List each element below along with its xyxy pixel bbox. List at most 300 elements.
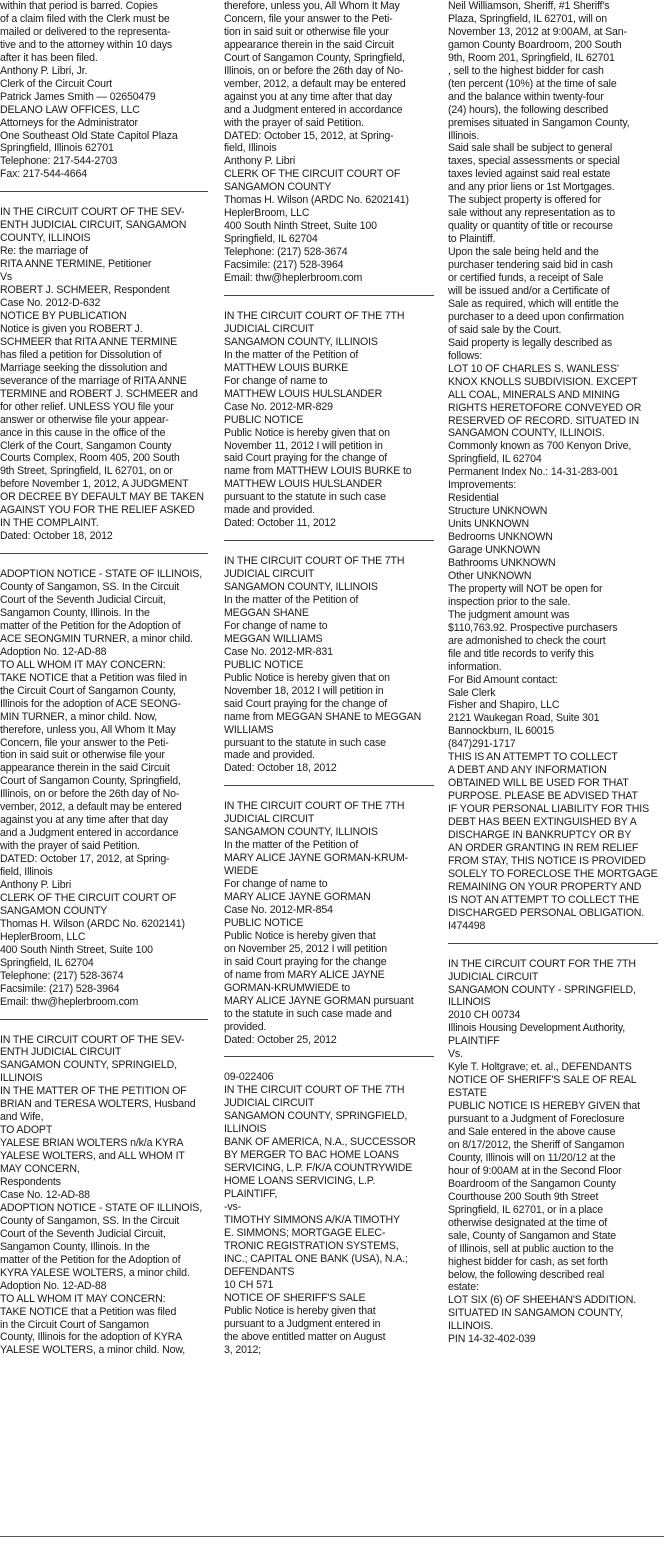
notice-line: Sale as required, which will entitle the — [448, 297, 619, 310]
notice-line: ILLINOIS — [224, 1123, 267, 1136]
notice-line: Facsimile: (217) 528-3964 — [0, 982, 120, 995]
notice-line: Sale Clerk — [448, 686, 496, 699]
notice-sheriff-sale-holtgrave — [448, 958, 658, 1347]
notice-sheriff-sale-simmons-continued — [448, 0, 658, 933]
notice-divider — [448, 943, 658, 944]
notice-line: YALESE WOLTERS, and ALL WHOM IT — [0, 1150, 185, 1163]
notice-line: JUDICIAL CIRCUIT — [448, 970, 539, 983]
notice-line: Adoption No. 12-AD-88 — [0, 645, 107, 658]
notice-line: Thomas H. Wilson (ARDC No. 6202141) — [0, 917, 185, 930]
notice-line: ance in this cause in the office of the — [0, 426, 166, 439]
notice-line: November 18, 2012 I will petition in — [224, 684, 384, 697]
notice-line: YALESE BRIAN WOLTERS n/k/a KYRA — [0, 1137, 184, 1150]
notice-line: County, Illinois will on 11/20/12 at the — [448, 1151, 616, 1164]
notice-line: SITUATED IN SANGAMON COUNTY, — [448, 1307, 623, 1320]
notice-line: November 11, 2012 I will petition in — [224, 439, 383, 452]
notice-line: Plaza, Springfield, IL 62701, will on — [448, 12, 607, 25]
notice-line: SANGAMON COUNTY - SPRINGFIELD, — [448, 983, 636, 996]
notice-line: quality or quantity of title or recourse — [448, 220, 613, 233]
notice-line: Said sale shall be subject to general — [448, 142, 613, 155]
notice-line: Court of Sangamon County, Springfield, — [0, 775, 181, 788]
notice-line: Bannockburn, IL 60015 — [448, 725, 555, 738]
notice-line: For change of name to — [224, 619, 328, 632]
notice-line: Neil Williamson, Sheriff, #1 Sheriff's — [448, 0, 610, 12]
notice-line: Springfield, IL 62704 — [224, 233, 318, 246]
notice-line: MARY ALICE JAYNE GORMAN pursuant — [224, 994, 414, 1007]
notice-line: HeplerBroom, LLC — [224, 207, 310, 220]
notice-line: Notice is given you ROBERT J. — [0, 322, 143, 335]
notice-line: taxes, special assessments or special — [448, 155, 620, 168]
notice-line: PUBLIC NOTICE — [224, 413, 304, 426]
notice-line: DISCHARGED PERSONAL OBLIGATION. — [448, 906, 645, 919]
notice-line: TO ADOPT — [0, 1124, 53, 1137]
notice-line: ILLINOIS. — [448, 1320, 494, 1333]
notice-line: tion in said suit or otherwise file your — [224, 25, 389, 38]
notice-line: PUBLIC NOTICE — [224, 916, 304, 929]
notice-line: Springfield, IL 62701, or in a place — [448, 1203, 603, 1216]
notice-line: $110,763.92. Prospective purchasers — [448, 621, 618, 634]
notice-line: of said sale by the Court. — [448, 323, 562, 336]
page-bottom-rule — [0, 1536, 664, 1537]
notice-line: IS NOT AN ATTEMPT TO COLLECT THE — [448, 893, 640, 906]
notice-line: ROBERT J. SCHMEER, Respondent — [0, 284, 170, 297]
notice-line: therefore, unless you, All Whom It May — [0, 723, 176, 736]
notice-line: Public Notice is hereby given that on — [224, 671, 390, 684]
notice-line: One Southeast Old State Capitol Plaza — [0, 129, 178, 142]
notice-line: ACE SEONGMIN TURNER, a minor child. — [0, 632, 193, 645]
notice-line: SERVICING, L.P. F/K/A COUNTRYWIDE — [224, 1162, 413, 1175]
notice-line: I474498 — [448, 919, 486, 932]
notice-line: DATED: October 15, 2012, at Spring- — [224, 129, 394, 142]
notice-line: MATTHEW LOUIS HULSLANDER — [224, 387, 383, 400]
notice-line: follows: — [448, 349, 483, 362]
notice-line: DISCHARGE IN BANKRUPTCY OR BY — [448, 829, 632, 841]
notice-line: Case No. 2012-D-632 — [0, 297, 101, 310]
notice-line: BY MERGER TO BAC HOME LOANS — [224, 1149, 399, 1162]
notice-line: gamon County Boardroom, 200 South — [448, 38, 622, 51]
notice-line: INC.; CAPITAL ONE BANK (USA), N.A.; — [224, 1252, 408, 1265]
notice-line: Upon the sale being held and the — [448, 246, 599, 259]
notice-line: THIS IS AN ATTEMPT TO COLLECT — [448, 751, 618, 764]
notice-line: Fax: 217-544-4664 — [0, 168, 87, 181]
notice-line: after it has been filed. — [0, 51, 98, 64]
notice-line: Said property is legally described as — [448, 336, 613, 349]
notice-line: and Wife, — [0, 1111, 44, 1124]
notice-line: DEBT HAS BEEN EXTINGUISHED BY A — [448, 816, 637, 829]
notice-line: therefore, unless you, All Whom It May — [224, 0, 400, 12]
notice-line: Springfield, IL 62704 — [448, 453, 542, 466]
notice-name-change-burke — [224, 310, 434, 530]
notice-line: , sell to the highest bidder for cash — [448, 64, 604, 77]
notice-line: Sangamon County, Illinois. In the — [0, 606, 150, 619]
notice-line: JUDICIAL CIRCUIT — [224, 322, 315, 335]
notice-line: with the prayer of said Petition. — [0, 840, 140, 853]
notice-line: Sangamon County, Illinois. In the — [0, 1240, 150, 1253]
notice-estate-claim-tail — [0, 0, 208, 181]
notice-line: 400 South Ninth Street, Suite 100 — [0, 943, 153, 956]
notice-line: 09-022406 — [224, 1071, 274, 1084]
notice-line: will be issued and/or a Certificate of — [448, 284, 610, 297]
notice-line: AGAINST YOU FOR THE RELIEF ASKED — [0, 504, 195, 517]
notice-line: 10 CH 571 — [224, 1278, 274, 1291]
notice-line: TIMOTHY SIMMONS A/K/A TIMOTHY — [224, 1213, 400, 1226]
notice-line: for other relief. UNLESS YOU file your — [0, 400, 174, 413]
notice-line: IN THE CIRCUIT COURT OF THE 7TH — [224, 555, 405, 568]
notice-line: County, Illinois for the adoption of KYRA — [0, 1331, 183, 1344]
notice-adoption-turner — [0, 568, 208, 1008]
notice-line: appearance therein in the said Circuit — [0, 762, 170, 775]
notice-line: MATTHEW LOUIS BURKE — [224, 361, 349, 374]
notice-line: NOTICE OF SHERIFF'S SALE OF REAL — [448, 1074, 637, 1087]
notice-line: field, Illinois — [0, 866, 53, 879]
notice-line: RIGHTS HERETOFORE CONVEYED OR — [448, 401, 642, 414]
notice-line: sale, County of Sangamon and State — [448, 1229, 617, 1242]
notice-line: AN ORDER GRANTING IN REM RELIEF — [448, 841, 639, 854]
notice-line: inspection prior to the sale. — [448, 595, 571, 608]
notice-line: severance of the marriage of RITA ANNE — [0, 374, 187, 387]
notice-line: YALESE WOLTERS, a minor child. Now, — [0, 1344, 186, 1357]
notice-line: November 13, 2012 at 9:00AM, at San- — [448, 25, 627, 38]
notice-line: Dated: October 11, 2012 — [224, 517, 336, 530]
notice-line: Re: the marriage of — [0, 245, 88, 258]
notice-line: TRONIC REGISTRATION SYSTEMS, — [224, 1239, 399, 1252]
notice-line: 2121 Waukegan Road, Suite 301 — [448, 712, 600, 725]
notice-line: COUNTY, ILLINOIS — [0, 232, 91, 245]
notice-line: below, the following described real — [448, 1268, 605, 1281]
notice-divider — [0, 1019, 208, 1020]
notice-line: The judgment amount was — [448, 608, 570, 621]
notice-line: CLERK OF THE CIRCUIT COURT OF — [224, 168, 401, 181]
notice-line: SANGAMON COUNTY, ILLINOIS — [224, 826, 378, 839]
notice-line: hour of 9:00AM at in the Second Floor — [448, 1164, 622, 1177]
notice-divider — [224, 1056, 434, 1057]
notice-line: ENTH JUDICIAL CIRCUIT, SANGAMON — [0, 219, 187, 232]
notice-line: in the Circuit Court of Sangamon — [0, 1318, 149, 1331]
notice-line: Permanent Index No.: 14-31-283-001 — [448, 466, 619, 479]
notice-line: Telephone: 217-544-2703 — [0, 155, 118, 168]
notice-line: matter of the Petition for the Adoption of — [0, 1253, 181, 1266]
notice-line: 9th, Room 201, Springfield, IL 62701 — [448, 51, 615, 64]
notice-line: Public Notice is hereby given that — [224, 929, 376, 942]
notice-line: matter of the Petition for the Adoption of — [0, 619, 181, 632]
notice-line: ILLINOIS — [0, 1072, 43, 1085]
notice-line: BANK OF AMERICA, N.A., SUCCESSOR — [224, 1136, 416, 1149]
notice-line: Illinois Housing Development Authority, — [448, 1022, 626, 1035]
notice-line: within that period is barred. Copies — [0, 0, 158, 12]
notice-line: premises situated in Sangamon County, — [448, 116, 630, 129]
notice-line: Vs. — [448, 1048, 463, 1061]
notice-line: Boardroom of the Sangamon County — [448, 1177, 616, 1190]
notice-line: SCHMEER that RITA ANNE TERMINE — [0, 335, 178, 348]
notice-line: DATED: October 17, 2012, at Spring- — [0, 853, 170, 866]
notice-line: E. SIMMONS; MORTGAGE ELEC- — [224, 1226, 386, 1239]
notice-line: Vs — [0, 271, 13, 284]
notice-line: otherwise designated at the time of — [448, 1216, 608, 1229]
notice-line: on 8/17/2012, the Sheriff of Sangamon — [448, 1138, 625, 1151]
notice-line: Facsimile: (217) 528-3964 — [224, 259, 344, 272]
notice-line: 400 South Ninth Street, Suite 100 — [224, 220, 377, 233]
notice-line: -vs- — [224, 1201, 242, 1214]
notice-line: to Plaintiff. — [448, 233, 496, 246]
notice-line: KYRA YALESE WOLTERS, a minor child. — [0, 1266, 190, 1279]
notice-line: Case No. 2012-MR-854 — [224, 904, 333, 916]
notice-line: in said Court praying for the change — [224, 955, 387, 968]
notice-line: the Circuit Court of Sangamon County, — [0, 684, 176, 697]
notice-line: MARY ALICE JAYNE GORMAN-KRUM- — [224, 852, 409, 865]
notice-line: Illinois, on or before the 26th day of No- — [0, 788, 180, 801]
notice-line: (24) hours), the following described — [448, 103, 609, 116]
notice-line: highest bidder for cash, as set forth — [448, 1255, 608, 1268]
notice-line: Garage UNKNOWN — [448, 544, 541, 557]
notice-line: before November 1, 2012, A JUDGMENT — [0, 478, 189, 491]
notice-line: SANGAMON COUNTY, SPRINGIELD, — [0, 1059, 177, 1072]
notice-line: Structure UNKNOWN — [448, 505, 548, 518]
notice-line: Case No. 2012-MR-831 — [224, 645, 333, 658]
notice-line: on November 25, 2012 I will petition — [224, 942, 388, 955]
notice-line: Court of Sangamon County, Springfield, — [224, 51, 405, 64]
notice-line: MEGGAN WILLIAMS — [224, 632, 323, 645]
notice-line: PURPOSE. PLEASE BE ADVISED THAT — [448, 790, 638, 803]
notice-line: pursuant to a Judgment of Foreclosure — [448, 1113, 625, 1126]
notice-line: file and title records to verify this — [448, 647, 594, 660]
notice-line: 3, 2012; — [224, 1343, 262, 1356]
notice-line: Springfield, Illinois 62701 — [0, 142, 114, 155]
notice-line: Springfield, IL 62704 — [0, 956, 94, 969]
notice-line: TAKE NOTICE that a Petition was filed in — [0, 671, 187, 684]
notice-line: PUBLIC NOTICE — [224, 658, 304, 671]
notice-line: Case No. 2012-MR-829 — [224, 400, 333, 413]
column-3 — [448, 0, 658, 1525]
notice-line: and any prior liens or 1st Mortgages. — [448, 181, 615, 194]
notice-line: SANGAMON COUNTY — [0, 904, 108, 917]
notice-line: vember, 2012, a default may be entered — [224, 77, 406, 90]
notice-line: tive and to the attorney within 10 days — [0, 38, 172, 51]
notice-line: LOT 10 OF CHARLES S. WANLESS' — [448, 362, 619, 375]
notice-line: GORMAN-KRUMWIEDE to — [224, 981, 351, 994]
notice-line: FROM STAY, THIS NOTICE IS PROVIDED — [448, 854, 646, 867]
notice-line: made and provided. — [224, 749, 315, 762]
notice-line: and the balance within twenty-four — [448, 90, 604, 103]
notice-line: NOTICE BY PUBLICATION — [0, 309, 127, 322]
notice-line: Anthony P. Libri, Jr. — [0, 64, 88, 77]
notice-divider — [224, 295, 434, 296]
notice-line: County of Sangamon, SS. In the Circuit — [0, 581, 180, 594]
notice-line: Courts Complex, Room 405, 200 South — [0, 452, 180, 465]
notice-line: information. — [448, 660, 502, 673]
notice-line: CLERK OF THE CIRCUIT COURT OF — [0, 891, 177, 904]
notice-line: BRIAN and TERESA WOLTERS, Husband — [0, 1098, 196, 1111]
notice-line: and Sale entered in the above cause — [448, 1126, 616, 1139]
notice-divider — [0, 191, 208, 192]
notice-line: IN THE MATTER OF THE PETITION OF — [0, 1085, 187, 1098]
notice-line: The subject property is offered for — [448, 194, 601, 207]
notice-line: RESERVED OF RECORD. SITUATED IN — [448, 414, 639, 427]
notice-line: Marriage seeking the dissolution and — [0, 361, 168, 374]
notice-adoption-wolters — [0, 1034, 208, 1358]
notice-line: SANGAMON COUNTY — [224, 181, 332, 194]
notice-line: Courthouse 200 South 9th Street — [448, 1190, 599, 1203]
notice-line: HeplerBroom, LLC — [0, 930, 86, 943]
notice-line: pursuant to the statute in such case — [224, 736, 386, 749]
notice-line: of a claim filed with the Clerk must be — [0, 12, 170, 25]
notice-line: LOT SIX (6) OF SHEEHAN'S ADDITION. — [448, 1294, 637, 1307]
notice-line: against you at any time after that day — [0, 814, 169, 827]
notice-line: IN THE CIRCUIT COURT OF THE SEV- — [0, 1033, 185, 1046]
notice-line: Illinois, on or before the 26th day of No- — [224, 64, 404, 77]
notice-line: pursuant to the statute in such case — [224, 491, 386, 504]
notice-line: Illinois. — [448, 129, 480, 142]
notice-line: 2010 CH 00734 — [448, 1009, 521, 1022]
notice-dissolution-termine-schmeer — [0, 206, 208, 543]
notice-line: Attorneys for the Administrator — [0, 116, 138, 129]
notice-line: HOME LOANS SERVICING, L.P. — [224, 1175, 376, 1188]
notice-line: IN THE CIRCUIT COURT FOR THE 7TH — [448, 957, 636, 970]
notice-divider — [224, 540, 434, 541]
notice-line: Other UNKNOWN — [448, 569, 532, 582]
notice-line: and a Judgment entered in accordance — [224, 103, 403, 116]
notice-line: field, Illinois — [224, 142, 277, 155]
notice-line: Thomas H. Wilson (ARDC No. 6202141) — [224, 194, 409, 207]
notice-line: provided. — [224, 1020, 267, 1033]
notice-line: SANGAMON COUNTY, ILLINOIS — [224, 581, 378, 594]
notice-line: WILLIAMS — [224, 723, 274, 736]
notice-line: Clerk of the Court, Sangamon County — [0, 439, 172, 452]
notice-line: JUDICIAL CIRCUIT — [224, 1097, 315, 1110]
notice-line: of name from MARY ALICE JAYNE — [224, 968, 385, 981]
notice-line: In the matter of the Petition of — [224, 594, 359, 607]
notice-line: Public Notice is hereby given that on — [224, 426, 390, 439]
notice-line: DEFENDANTS — [224, 1265, 295, 1278]
notice-line: ILLINOIS — [448, 996, 491, 1009]
notice-line: Dated: October 18, 2012 — [0, 530, 113, 543]
notice-line: Public Notice is hereby given that — [224, 1304, 376, 1317]
notice-line: Anthony P. Libri — [0, 879, 72, 891]
notice-line: are admonished to check the court — [448, 634, 606, 647]
notice-line: A DEBT AND ANY INFORMATION — [448, 764, 607, 777]
notice-line: For Bid Amount contact: — [448, 673, 558, 686]
notice-line: PLAINTIFF, — [224, 1188, 278, 1201]
notice-line: Respondents — [0, 1176, 61, 1189]
notice-line: Court of the Seventh Judicial Circuit, — [0, 594, 166, 607]
notice-line: OBTAINED WILL BE USED FOR THAT — [448, 777, 629, 790]
notice-sheriff-sale-simmons — [224, 1071, 434, 1356]
notice-divider — [0, 553, 208, 554]
notice-line: sale without any representation as to — [448, 207, 615, 220]
notice-line: answer or otherwise file your appear- — [0, 413, 169, 426]
notice-line: Email: thw@heplerbroom.com — [0, 995, 139, 1008]
notice-line: REMAINING ON YOUR PROPERTY AND — [448, 880, 642, 893]
notice-line: Case No. 12-AD-88 — [0, 1188, 90, 1201]
notice-line: DELANO LAW OFFICES, LLC — [0, 103, 140, 116]
notice-line: Patrick James Smith — 02650479 — [0, 90, 156, 103]
notice-line: Fisher and Shapiro, LLC — [448, 699, 560, 712]
notice-line: estate: — [448, 1281, 479, 1294]
notice-line: has filed a petition for Dissolution of — [0, 348, 162, 361]
notice-line: The property will NOT be open for — [448, 582, 603, 595]
notice-line: taxes levied against said real estate — [448, 168, 611, 181]
notice-line: of Illinois, sell at public auction to the — [448, 1242, 614, 1255]
column-2 — [224, 0, 434, 1525]
notice-line: name from MEGGAN SHANE to MEGGAN — [224, 710, 422, 723]
notice-line: Adoption No. 12-AD-88 — [0, 1279, 107, 1292]
notice-line: Bedrooms UNKNOWN — [448, 531, 553, 544]
notice-line: WIEDE — [224, 865, 258, 878]
notice-line: vember, 2012, a default may be entered — [0, 801, 182, 814]
notice-line: made and provided. — [224, 504, 315, 517]
notice-line: ADOPTION NOTICE - STATE OF ILLINOIS, — [0, 1201, 202, 1214]
notice-line: JUDICIAL CIRCUIT — [224, 813, 315, 826]
notice-line: ESTATE — [448, 1087, 487, 1100]
notice-line: For change of name to — [224, 878, 328, 891]
notice-line: Concern, file your answer to the Peti- — [0, 736, 169, 749]
notice-line: ALL COAL, MINERALS AND MINING — [448, 388, 620, 401]
notice-line: purchaser tendering said bid in cash — [448, 259, 613, 272]
notice-line: MARY ALICE JAYNE GORMAN — [224, 891, 371, 904]
notice-name-change-shane — [224, 555, 434, 775]
notice-line: or certified funds, a receipt of Sale — [448, 272, 604, 285]
notice-line: the above entitled matter on August — [224, 1330, 386, 1343]
notice-line: (ten percent (10%) at the time of sale — [448, 77, 617, 90]
notice-line: Email: thw@heplerbroom.com — [224, 272, 363, 285]
notice-line: Telephone: (217) 528-3674 — [0, 969, 124, 982]
notice-line: PLAINTIFF — [448, 1035, 500, 1048]
notice-line: to the statute in such case made and — [224, 1007, 392, 1020]
notice-line: with the prayer of said Petition. — [224, 116, 364, 129]
notice-line: IN THE COMPLAINT. — [0, 517, 99, 530]
notice-line: (847)291-1717 — [448, 738, 516, 751]
notice-line: ENTH JUDICIAL CIRCUIT — [0, 1046, 122, 1059]
notice-line: appearance therein in the said Circuit — [224, 38, 394, 51]
notice-line: MATTHEW LOUIS HULSLANDER — [224, 478, 383, 491]
notice-line: Dated: October 25, 2012 — [224, 1033, 337, 1046]
notice-name-change-gorman — [224, 800, 434, 1046]
notice-line: For change of name to — [224, 374, 328, 387]
notice-line: TO ALL WHOM IT MAY CONCERN: — [0, 658, 166, 671]
notice-line: Telephone: (217) 528-3674 — [224, 246, 348, 259]
notice-line: 9th Street, Springfield, IL 62701, on or — [0, 465, 173, 478]
notice-line: JUDICIAL CIRCUIT — [224, 568, 315, 581]
notice-line: SOLELY TO FORECLOSE THE MORTGAGE — [448, 867, 658, 880]
notice-adoption-wolters-continued — [224, 0, 434, 285]
notice-line: Units UNKNOWN — [448, 518, 530, 531]
notice-line: IN THE CIRCUIT COURT OF THE 7TH — [224, 800, 405, 813]
notice-line: purchaser to a deed upon confirmation — [448, 310, 624, 323]
notice-line: PUBLIC NOTICE IS HEREBY GIVEN that — [448, 1100, 640, 1113]
notice-divider — [224, 785, 434, 786]
notice-line: pursuant to a Judgment entered in — [224, 1317, 381, 1330]
notice-line: SANGAMON COUNTY, ILLINOIS — [224, 335, 378, 348]
notice-line: IN THE CIRCUIT COURT OF THE SEV- — [0, 206, 185, 219]
column-1 — [0, 0, 208, 1525]
notice-line: Residential — [448, 492, 499, 505]
notice-line: said Court praying for the change of — [224, 697, 388, 710]
notice-line: and a Judgment entered in accordance — [0, 827, 179, 840]
notice-line: mailed or delivered to the representa- — [0, 25, 171, 38]
notice-line: against you at any time after that day — [224, 90, 393, 103]
notice-line: Commonly known as 700 Kenyon Drive, — [448, 440, 632, 453]
notice-line: SANGAMON COUNTY, SPRINGFIELD, — [224, 1110, 408, 1123]
notice-line: tion in said suit or otherwise file your — [0, 749, 165, 762]
notice-line: In the matter of the Petition of — [224, 348, 359, 361]
notice-line: In the matter of the Petition of — [224, 839, 359, 852]
notice-line: Concern, file your answer to the Peti- — [224, 12, 393, 25]
notice-line: Kyle T. Holtgrave; et. al., DEFENDANTS — [448, 1061, 632, 1074]
notice-line: Clerk of the Circuit Court — [0, 77, 113, 90]
notice-line: Dated: October 18, 2012 — [224, 762, 337, 775]
notice-line: IN THE CIRCUIT COURT OF THE 7TH — [224, 309, 405, 322]
notice-line: NOTICE OF SHERIFF'S SALE — [224, 1291, 366, 1304]
notice-line: name from MATTHEW LOUIS BURKE to — [224, 465, 412, 478]
